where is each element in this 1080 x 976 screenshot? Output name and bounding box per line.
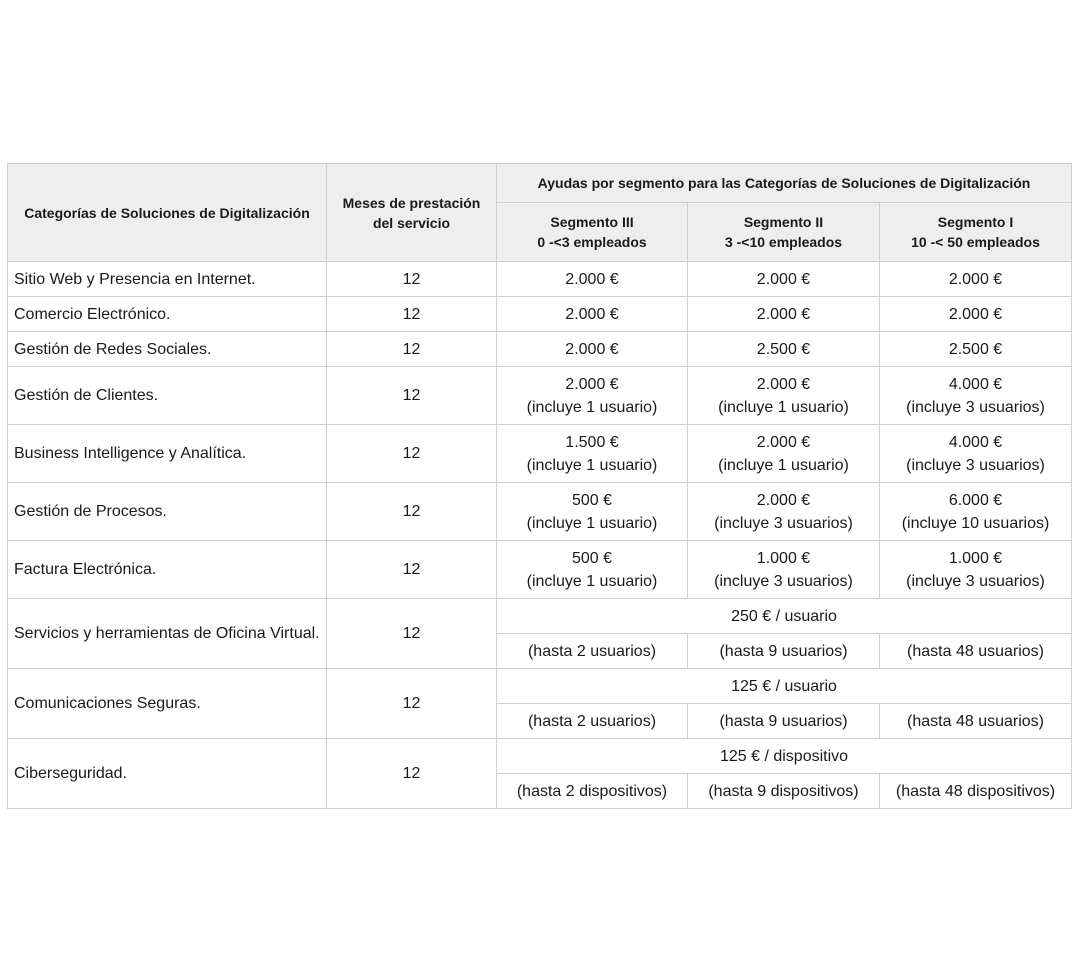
amount: 6.000 € [948, 491, 1003, 509]
amount-cell [880, 483, 1072, 541]
limit-cell: (hasta 9 dispositivos) [688, 774, 880, 809]
amount: 1.500 € [565, 433, 619, 451]
limit-cell: (hasta 9 usuarios) [688, 634, 880, 669]
category-cell: Factura Electrónica. [8, 541, 327, 599]
amount-cell [688, 483, 880, 541]
amount-cell: 2.000 € [497, 332, 688, 367]
amount: 500 € [571, 491, 613, 509]
segment-name: Segmento I [937, 214, 1014, 230]
amount-cell: 2.000 € [688, 297, 880, 332]
months-cell: 12 [327, 669, 497, 739]
amount-note: (incluye 1 usuario) [526, 398, 658, 416]
amount: 4.000 € [948, 433, 1003, 451]
amount-note: (incluye 1 usuario) [526, 514, 658, 532]
table-row [8, 367, 1072, 425]
category-cell: Business Intelligence y Analítica. [8, 425, 327, 483]
category-cell: Gestión de Clientes. [8, 367, 327, 425]
amount: 500 € [571, 549, 613, 567]
segment-name: Segmento III [550, 214, 634, 230]
limit-cell: (hasta 48 usuarios) [880, 704, 1072, 739]
header-segment-group: Ayudas por segmento para las Categorías de Soluciones de Digitalización [497, 164, 1072, 203]
shared-rate-cell: 250 € / usuario [497, 599, 1072, 634]
header-row-top [8, 164, 1072, 203]
amount-note: (incluye 3 usuarios) [906, 398, 1045, 416]
amount: 1.000 € [756, 549, 811, 567]
amount-note: (incluye 3 usuarios) [714, 514, 853, 532]
segment-range: 0 -<3 empleados [537, 234, 647, 250]
amount: 1.000 € [948, 549, 1003, 567]
limit-cell: (hasta 9 usuarios) [688, 704, 880, 739]
category-cell: Gestión de Redes Sociales. [8, 332, 327, 367]
amount-cell: 2.000 € [880, 262, 1072, 297]
amount-note: (incluye 1 usuario) [718, 456, 849, 474]
table-row [8, 297, 1072, 332]
table-row [8, 425, 1072, 483]
table-row [8, 483, 1072, 541]
amount-note: (incluye 1 usuario) [526, 572, 658, 590]
amount-cell: 2.500 € [880, 332, 1072, 367]
amount-cell: 2.000 € [688, 262, 880, 297]
months-cell: 12 [327, 262, 497, 297]
header-segment-ii [688, 203, 880, 262]
amount-note: (incluye 1 usuario) [718, 398, 849, 416]
months-cell: 12 [327, 541, 497, 599]
shared-rate-cell: 125 € / dispositivo [497, 739, 1072, 774]
segment-range: 10 -< 50 empleados [911, 234, 1040, 250]
table-row [8, 599, 1072, 634]
limit-cell: (hasta 2 usuarios) [497, 634, 688, 669]
amount-cell [880, 541, 1072, 599]
amount-cell [497, 425, 688, 483]
amount-cell: 2.500 € [688, 332, 880, 367]
amount-note: (incluye 3 usuarios) [906, 572, 1045, 590]
amount: 4.000 € [948, 375, 1003, 393]
limit-cell: (hasta 48 dispositivos) [880, 774, 1072, 809]
months-cell: 12 [327, 332, 497, 367]
limit-cell: (hasta 2 usuarios) [497, 704, 688, 739]
header-months-line1: Meses de prestación [342, 194, 481, 211]
amount-note: (incluye 10 usuarios) [901, 514, 1050, 532]
table-row [8, 332, 1072, 367]
amount-cell [688, 541, 880, 599]
amount-cell: 2.000 € [497, 297, 688, 332]
amount-cell [880, 367, 1072, 425]
header-segment-iii [497, 203, 688, 262]
months-cell: 12 [327, 483, 497, 541]
amount: 2.000 € [756, 491, 811, 509]
category-cell: Comercio Electrónico. [8, 297, 327, 332]
table-row [8, 739, 1072, 774]
amount-cell: 2.000 € [497, 262, 688, 297]
category-cell: Ciberseguridad. [8, 739, 327, 809]
months-cell: 12 [327, 739, 497, 809]
months-cell: 12 [327, 367, 497, 425]
amount: 2.000 € [756, 433, 811, 451]
amount-cell [497, 541, 688, 599]
amount-cell [880, 425, 1072, 483]
limit-cell: (hasta 2 dispositivos) [497, 774, 688, 809]
months-cell: 12 [327, 599, 497, 669]
category-cell: Gestión de Procesos. [8, 483, 327, 541]
table-row [8, 541, 1072, 599]
limit-cell: (hasta 48 usuarios) [880, 634, 1072, 669]
months-cell: 12 [327, 425, 497, 483]
category-cell: Sitio Web y Presencia en Internet. [8, 262, 327, 297]
amount-cell [497, 367, 688, 425]
segment-name: Segmento II [743, 214, 824, 230]
months-cell: 12 [327, 297, 497, 332]
aid-table [7, 163, 1072, 809]
header-category: Categorías de Soluciones de Digitalización [8, 164, 327, 262]
header-months-line2: del servicio [372, 214, 451, 231]
amount-note: (incluye 3 usuarios) [714, 572, 853, 590]
header-segment-i [880, 203, 1072, 262]
header-months [327, 164, 497, 262]
amount-cell [688, 367, 880, 425]
amount-cell [688, 425, 880, 483]
shared-rate-cell: 125 € / usuario [497, 669, 1072, 704]
table-row [8, 669, 1072, 704]
amount: 2.000 € [565, 375, 619, 393]
amount-cell: 2.000 € [880, 297, 1072, 332]
amount-note: (incluye 3 usuarios) [906, 456, 1045, 474]
amount-cell [497, 483, 688, 541]
amount: 2.000 € [756, 375, 811, 393]
category-cell: Servicios y herramientas de Oficina Virtual. [8, 599, 327, 669]
category-cell: Comunicaciones Seguras. [8, 669, 327, 739]
segment-range: 3 -<10 empleados [724, 234, 843, 250]
table-row [8, 262, 1072, 297]
amount-note: (incluye 1 usuario) [526, 456, 658, 474]
